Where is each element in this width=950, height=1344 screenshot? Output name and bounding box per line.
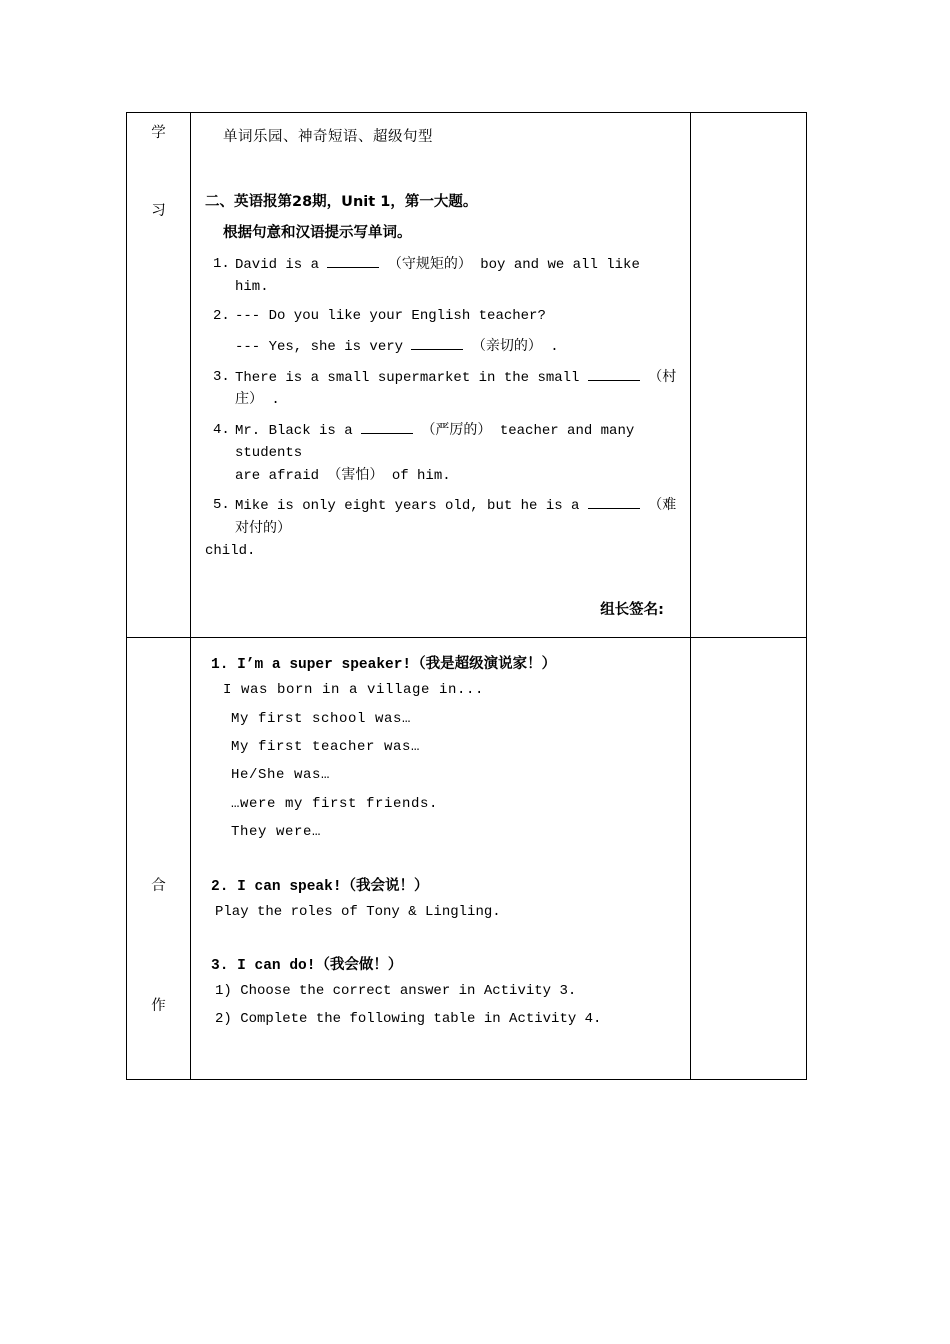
question-hint-5: （难对付的）: [235, 497, 677, 536]
question-text-5b: child.: [205, 542, 256, 559]
task-3-line-2: 2) Complete the following table in Activity 4.: [215, 1011, 602, 1028]
coop-char-2: 作: [151, 998, 166, 1015]
question-text-1b: boy and we all like him.: [235, 257, 640, 295]
answer-blank-1[interactable]: [327, 267, 379, 268]
question-text-2c: .: [550, 339, 559, 356]
question-hint-4: （严厉的）: [421, 422, 492, 439]
task-1-line-1: I was born in a village in...: [223, 682, 485, 699]
task-3-title-cn: （我会做！）: [315, 956, 403, 973]
task-2-line-1: Play the roles of Tony & Lingling.: [215, 903, 501, 920]
question-number-5: 5.: [213, 497, 230, 514]
answer-blank-3[interactable]: [588, 380, 640, 381]
study-sub-heading: 根据句意和汉语提示写单词。: [223, 225, 412, 241]
question-text-3b: .: [271, 392, 280, 409]
question-item-2: [205, 306, 678, 328]
question-list: [205, 254, 678, 487]
question-hint-4b: （害怕）: [327, 466, 384, 483]
task-1-title: [211, 652, 678, 673]
leader-signature-label: 组长签名:: [600, 602, 664, 619]
study-right-blank-cell: [691, 113, 807, 638]
task-3-title-en: 3. I can do!: [211, 957, 316, 974]
task-1-line-3: My first teacher was…: [231, 739, 421, 756]
coop-char-1: 合: [151, 878, 166, 895]
study-char-1: 学: [151, 125, 166, 141]
question-text-4b: teacher and many students: [235, 423, 635, 461]
question-text-5a: Mike is only eight years old, but he is a: [235, 498, 580, 515]
cooperation-right-blank-cell: [691, 638, 807, 1080]
question-text-2b: --- Yes, she is very: [235, 339, 404, 356]
cooperation-content-cell: [191, 638, 691, 1080]
question-number-4: 4.: [213, 422, 230, 439]
task-3-line-1: 1) Choose the correct answer in Activity 3.: [215, 982, 577, 999]
question-number-3: 3.: [213, 368, 230, 385]
study-content-cell: [191, 113, 691, 638]
task-3-title: [211, 953, 678, 974]
study-section-heading: 二、英语报第28期，Unit 1，第一大题。: [205, 194, 478, 210]
question-item-1: [205, 254, 678, 298]
question-item-3: [205, 367, 678, 412]
row-label-study: [127, 113, 191, 638]
row-label-cooperation: [127, 638, 191, 1080]
question-hint-2: （亲切的）: [471, 338, 542, 355]
task-1-line-6: They were…: [231, 824, 322, 841]
question-text-4d: of him.: [391, 467, 451, 484]
table-row-study: [127, 113, 807, 638]
question-item-5: [205, 495, 678, 562]
study-topline: 单词乐园、神奇短语、超级句型: [223, 129, 433, 145]
table-row-cooperation: [127, 638, 807, 1080]
question-item-4: [205, 420, 678, 487]
question-text-4c: are afraid: [235, 467, 320, 484]
answer-blank-4[interactable]: [361, 433, 413, 434]
task-1-line-5: …were my first friends.: [231, 795, 439, 812]
task-1-title-cn: （我是超级演说家！）: [411, 656, 557, 673]
task-2-title-en: 2. I can speak!: [211, 878, 342, 895]
question-text-3a: There is a small supermarket in the small: [235, 369, 580, 386]
question-text-4a: Mr. Black is a: [235, 423, 353, 440]
question-number-2: 2.: [213, 308, 230, 325]
question-hint-1: （守规矩的）: [387, 256, 472, 272]
question-hint-3: （村庄）: [235, 368, 677, 408]
task-2-title-cn: （我会说！）: [341, 877, 429, 894]
question-text-1a: David is a: [235, 257, 320, 273]
question-text-2a: --- Do you like your English teacher?: [235, 308, 546, 325]
task-2-title: [211, 874, 678, 895]
question-item-2-line2: [205, 336, 678, 359]
study-char-2: 习: [151, 203, 166, 220]
answer-blank-5[interactable]: [588, 508, 640, 509]
task-1-line-4: He/She was…: [231, 767, 331, 784]
task-1-title-en: 1. I’m a super speaker!: [211, 657, 412, 674]
worksheet-table: [126, 112, 807, 1080]
answer-blank-2[interactable]: [411, 349, 463, 350]
question-number-1: 1.: [213, 256, 230, 272]
task-1-line-2: My first school was…: [231, 710, 412, 727]
